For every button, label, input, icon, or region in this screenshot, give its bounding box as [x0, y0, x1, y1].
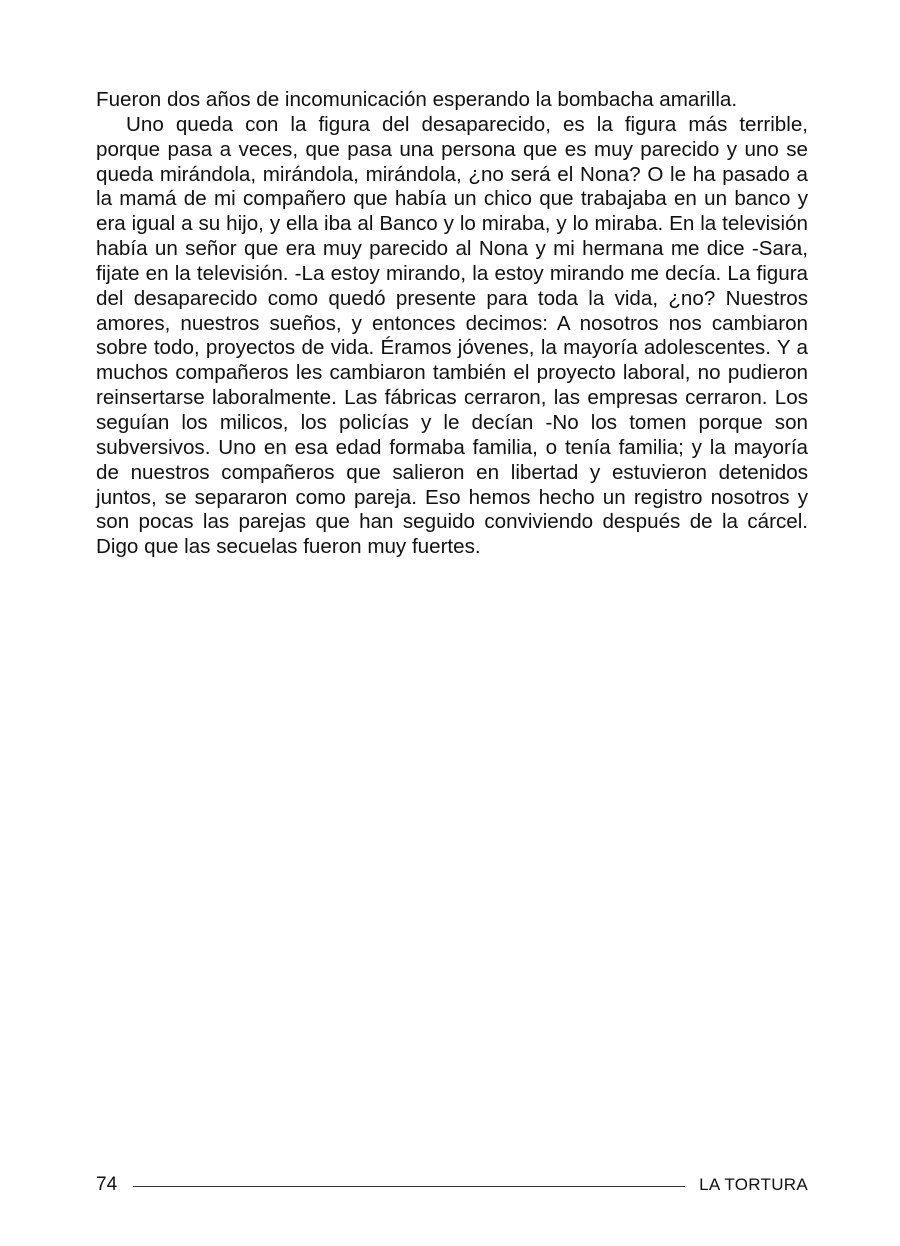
footer-rule: [133, 1186, 685, 1187]
page-number: 74: [96, 1174, 118, 1195]
body-text: [96, 88, 808, 560]
page-footer: [96, 1172, 808, 1198]
paragraph-1: Fueron dos años de incomunicación esperando la bombacha amarilla.: [96, 88, 738, 111]
paragraph-2: Uno queda con la figura del desaparecido, es la figura más terrible, porque pasa a veces, que pasa una persona que es muy parecido y uno se queda mirándola, mirándola, mirándola, ¿no será el Nona? O le ha pasado a la mamá de mi compañero que había un chico que trabajaba en un banco y era igual a su hijo, y ella iba al Banco y lo miraba, y lo miraba. En la televisión había un señor que era muy parecido al Nona y mi hermana me dice -Sara, fijate en la televisión. -La estoy mirando, la estoy mirando me decía. La figura del desaparecido como quedó presente para toda la vida, ¿no? Nuestros amores, nuestros sueños, y entonces decimos: A nosotros nos cambiaron sobre todo, proyectos de vida. Éramos jóvenes, la mayoría adolescentes. Y a muchos compañeros les cambiaron también el proyecto laboral, no pudieron reinsertarse laboralmente. Las fábricas cerraron, las empresas cerraron. Los seguían los milicos, los policías y le decían -No los tomen porque son subversivos. Uno en esa edad formaba familia, o tenía familia; y la mayoría de nuestros compañeros que salieron en libertad y estuvieron detenidos juntos, se separaron como pareja. Eso hemos hecho un registro nosotros y son pocas las parejas que han seguido conviviendo después de la cárcel. Digo que las secuelas fueron muy fuertes.: [96, 112, 808, 559]
running-title: LA TORTURA: [699, 1175, 808, 1194]
